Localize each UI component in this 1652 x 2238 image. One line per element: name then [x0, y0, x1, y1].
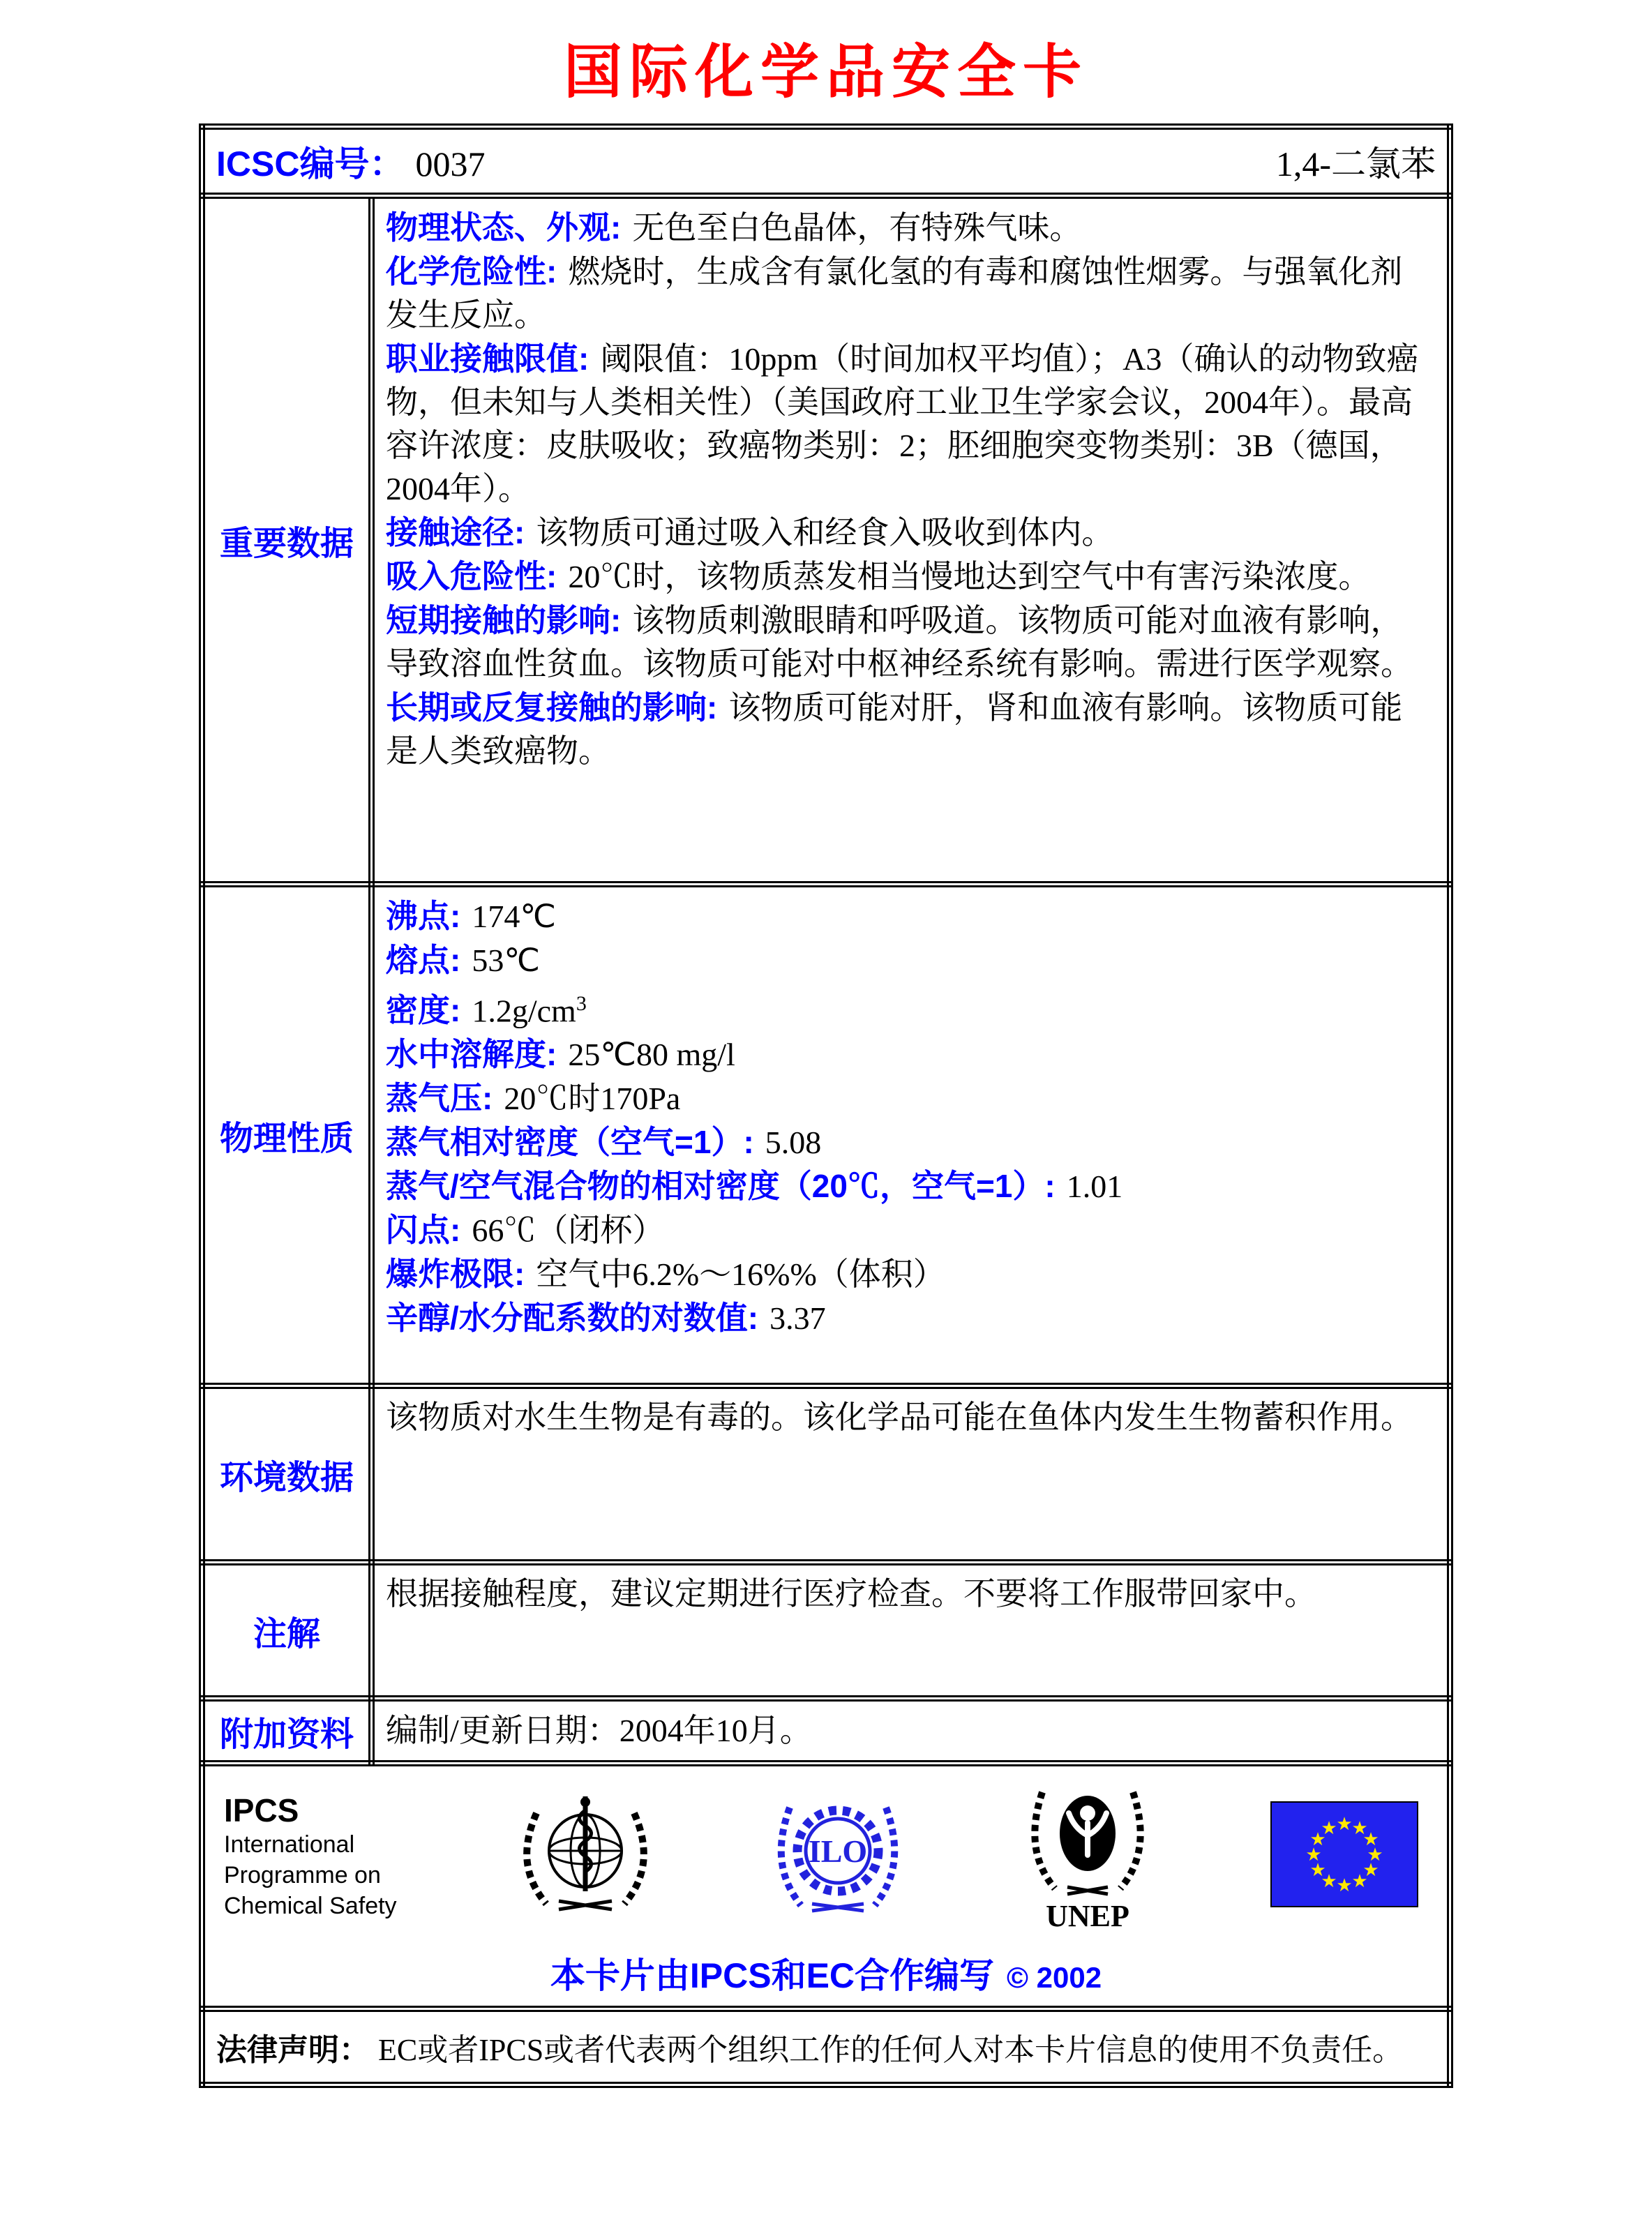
important-data-row [202, 196, 1450, 885]
physical-item: 爆炸极限: 空气中6.2%～16%%（体积） [386, 1256, 945, 1293]
who-logo-icon [516, 1787, 655, 1926]
svg-text:★: ★ [1351, 1871, 1368, 1891]
svg-text:★: ★ [1362, 1829, 1379, 1849]
notes-content: 根据接触程度，建议定期进行医疗检查。不要将工作服带回家中。 [372, 1563, 1450, 1699]
important-item: 化学危险性: 燃烧时，生成含有氯化氢的有毒和腐蚀性烟雾。与强氧化剂发生反应。 [386, 253, 1403, 333]
important-item: 长期或反复接触的影响: 该物质可能对肝，肾和血液有影响。该物质可能是人类致癌物。 [386, 689, 1403, 769]
icsc-number-label: ICSC编号： [216, 144, 405, 183]
section-label-notes: 注解 [202, 1563, 372, 1699]
legal-label: 法律声明： [216, 2033, 370, 2067]
physical-item: 蒸气压: 20℃时170Pa [386, 1080, 681, 1117]
svg-text:★: ★ [1321, 1818, 1337, 1838]
density-superscript: 3 [576, 992, 587, 1015]
cooperation-caption: 本卡片由IPCS和EC合作编写 © 2002 [550, 1956, 1102, 1995]
environment-data-row [202, 1386, 1450, 1563]
important-item: 物理状态、外观: 无色至白色晶体，有特殊气味。 [386, 209, 1082, 246]
ipcs-text-block [224, 1792, 398, 1921]
important-data-content [372, 196, 1450, 885]
copyright-year: © 2002 [1007, 1961, 1102, 1994]
legal-cell [202, 2009, 1450, 2085]
svg-text:UNEP: UNEP [1045, 1899, 1129, 1933]
ipcs-title: IPCS [224, 1792, 299, 1828]
svg-text:★: ★ [1351, 1818, 1368, 1838]
icsc-card-table [199, 123, 1453, 2088]
physical-properties-row [202, 885, 1450, 1386]
svg-text:★: ★ [1305, 1845, 1322, 1865]
physical-item: 熔点: 53℃ [386, 942, 540, 978]
ipcs-line: Chemical Safety [224, 1892, 397, 1919]
physical-item: 水中溶解度: 25℃80 mg/l [386, 1036, 735, 1073]
page-title: 国际化学品安全卡 [563, 39, 1088, 105]
svg-text:★: ★ [1336, 1814, 1353, 1834]
ilo-logo-icon [772, 1787, 904, 1926]
svg-text:★: ★ [1336, 1875, 1353, 1895]
physical-item: 蒸气/空气混合物的相对密度（20℃，空气=1）: 1.01 [386, 1168, 1123, 1205]
section-label-physical: 物理性质 [202, 885, 372, 1386]
header-row [202, 127, 1450, 196]
physical-item: 密度: $1.2g/cm^3$ [386, 992, 587, 1029]
environment-data-content: 该物质对水生生物是有毒的。该化学品可能在鱼体内发生生物蓄积作用。 [372, 1386, 1450, 1563]
additional-info-row [202, 1699, 1450, 1764]
svg-text:★: ★ [1367, 1845, 1383, 1865]
important-item: 接触途径: 该物质可通过吸入和经食入吸收到体内。 [386, 514, 1114, 550]
ipcs-line: International [224, 1831, 355, 1858]
header-cell [202, 127, 1450, 196]
section-label-environment: 环境数据 [202, 1386, 372, 1563]
svg-text:★: ★ [1309, 1860, 1326, 1880]
svg-text:★: ★ [1362, 1860, 1379, 1880]
physical-item: 蒸气相对密度（空气=1）: 5.08 [386, 1124, 822, 1161]
ipcs-line: Programme on [224, 1861, 381, 1888]
important-item: 吸入危险性: 20℃时，该物质蒸发相当慢地达到空气中有害污染浓度。 [386, 558, 1371, 594]
legal-text: EC或者IPCS或者代表两个组织工作的任何人对本卡片信息的使用不负责任。 [378, 2033, 1404, 2067]
eu-flag-icon [1270, 1801, 1418, 1911]
chemical-name: 1,4-二氯苯 [1275, 144, 1436, 183]
icsc-number-value: 0037 [415, 144, 486, 183]
physical-properties-content [372, 885, 1450, 1386]
physical-item: 闪点: 66℃（闭杯） [386, 1212, 665, 1249]
svg-text:ILO: ILO [808, 1833, 868, 1869]
physical-item: 沸点: 174℃ [386, 898, 556, 934]
logos-row [202, 1764, 1450, 2009]
unep-logo-icon [1021, 1774, 1154, 1938]
physical-item: 辛醇/水分配系数的对数值: 3.37 [386, 1300, 826, 1337]
important-item: 职业接触限值: 阈限值：10ppm（时间加权平均值）；A3（确认的动物致癌物，但未知与人类相关性）（美国政府工业卫生学家会议，2004年）。最高容许浓度：皮肤吸收；致癌物类别：2；胚细胞突变物类别：3B（德国，2004年）。 [386, 340, 1419, 506]
legal-row [202, 2009, 1450, 2085]
additional-info-content: 编制/更新日期：2004年10月。 [372, 1699, 1450, 1764]
section-label-important: 重要数据 [202, 196, 372, 885]
important-item: 短期接触的影响: 该物质刺激眼睛和呼吸道。该物质可能对血液有影响，导致溶血性贫血。该物质可能对中枢神经系统有影响。需进行医学观察。 [386, 602, 1413, 682]
svg-text:★: ★ [1321, 1871, 1337, 1891]
section-label-additional: 附加资料 [202, 1699, 372, 1764]
icsc-number-group [216, 136, 485, 186]
logos-cell [202, 1764, 1450, 2009]
svg-text:★: ★ [1309, 1829, 1326, 1849]
notes-row [202, 1563, 1450, 1699]
